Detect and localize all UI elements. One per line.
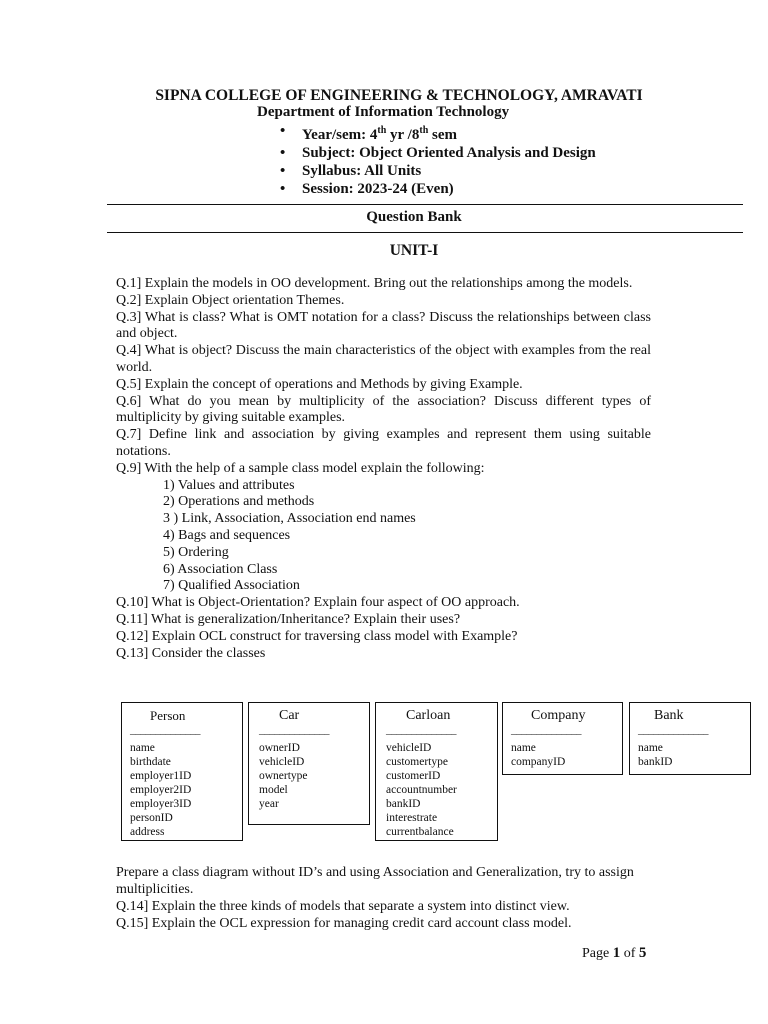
- attribute: birthdate: [130, 756, 171, 768]
- question-4: Q.4] What is object? Discuss the main characteristics of the object with examples from the real world.: [116, 343, 651, 375]
- prepare-instruction: Prepare a class diagram without ID’s and using Association and Generalization, try to assign multiplicities.: [116, 865, 634, 897]
- attribute: bankID: [638, 756, 673, 768]
- question-list: [116, 276, 651, 662]
- attribute: employer3ID: [130, 798, 192, 810]
- attribute: currentbalance: [386, 826, 454, 838]
- attribute: customerID: [386, 770, 441, 782]
- question-3: Q.3] What is class? What is OMT notation for a class? Discuss the relationships between class and object.: [116, 309, 651, 342]
- question-12: Q.12] Explain OCL construct for traversing class model with Example?: [116, 628, 518, 644]
- question-7: Q.7] Define link and association by giving examples and represent them using suitable notations.: [116, 427, 651, 459]
- session: • Session: 2023-24 (Even): [276, 180, 596, 198]
- question-5: Q.5] Explain the concept of operations and Methods by giving Example.: [116, 376, 523, 392]
- attribute-list: [130, 741, 242, 839]
- course-info-list: [276, 122, 596, 198]
- question-15: Q.15] Explain the OCL expression for managing credit card account class model.: [116, 916, 572, 931]
- attribute: accountnumber: [386, 784, 457, 796]
- attribute: companyID: [511, 756, 566, 768]
- attribute: ownerID: [259, 742, 300, 754]
- top-divider: [107, 204, 743, 205]
- page-number: Page 1 of 5: [582, 945, 647, 961]
- attribute: bankID: [386, 798, 421, 810]
- attribute: customertype: [386, 756, 448, 768]
- attribute-list: [386, 741, 497, 839]
- q9-item: 6) Association Class: [163, 561, 278, 577]
- q9-item: 3 ) Link, Association, Association end names: [163, 511, 416, 527]
- attribute: personID: [130, 812, 173, 824]
- document-header: [0, 86, 768, 197]
- attribute-list: [259, 741, 369, 811]
- question-9: Q.9] With the help of a sample class model explain the following:: [116, 460, 485, 476]
- question-14: Q.14] Explain the three kinds of models that separate a system into distinct view.: [116, 899, 570, 914]
- class-name: Carloan: [406, 708, 451, 723]
- question-13: Q.13] Consider the classes: [116, 645, 266, 661]
- q9-item: 4) Bags and sequences: [163, 527, 291, 543]
- q9-item: 1) Values and attributes: [163, 477, 295, 493]
- subject: • Subject: Object Oriented Analysis and Design: [276, 144, 596, 162]
- attribute: employer1ID: [130, 770, 192, 782]
- attribute: employer2ID: [130, 784, 192, 796]
- question-6: Q.6] What do you mean by multiplicity of the association? Discuss different types of multiplicity by giving suitable examples.: [116, 393, 651, 426]
- bottom-divider: [107, 232, 743, 233]
- class-box-bank: [629, 702, 751, 775]
- department-name: Department of Information Technology: [257, 104, 510, 120]
- question-10: Q.10] What is Object-Orientation? Explain four aspect of OO approach.: [116, 595, 520, 611]
- attribute: address: [130, 826, 165, 838]
- syllabus: • Syllabus: All Units: [276, 162, 596, 180]
- class-separator: ______________: [511, 724, 581, 736]
- attribute: vehicleID: [259, 756, 305, 768]
- attribute-list: [511, 741, 622, 769]
- attribute: vehicleID: [386, 742, 432, 754]
- class-separator: ______________: [386, 724, 456, 736]
- year-sem: • Year/sem: 4th yr /8th sem: [276, 122, 596, 144]
- question-2: Q.2] Explain Object orientation Themes.: [116, 292, 345, 308]
- attribute: name: [638, 742, 663, 754]
- attribute: model: [259, 784, 288, 796]
- attribute: name: [130, 742, 155, 754]
- q9-item: 5) Ordering: [163, 544, 229, 560]
- class-box-car: [248, 702, 370, 825]
- class-separator: ______________: [638, 724, 708, 736]
- q9-item: 2) Operations and methods: [163, 494, 315, 510]
- question-list-continued: [116, 864, 656, 932]
- unit-title: UNIT-I: [389, 242, 439, 259]
- attribute: ownertype: [259, 770, 308, 782]
- class-box-person: [121, 702, 243, 841]
- class-name: Car: [279, 708, 300, 723]
- college-name: SIPNA COLLEGE OF ENGINEERING & TECHNOLOGY, AMRAVATI: [155, 87, 643, 104]
- class-separator: ______________: [259, 724, 329, 736]
- attribute-list: [638, 741, 750, 769]
- question-1: Q.1] Explain the models in OO development. Bring out the relationships among the models.: [116, 276, 633, 291]
- class-box-carloan: [375, 702, 498, 841]
- class-name: Person: [150, 708, 186, 723]
- question-bank-title: Question Bank: [366, 209, 462, 225]
- attribute: interestrate: [386, 812, 438, 824]
- q9-item: 7) Qualified Association: [163, 578, 300, 594]
- attribute: year: [259, 798, 279, 810]
- class-box-company: [502, 702, 623, 775]
- class-name: Bank: [654, 708, 684, 723]
- class-name: Company: [531, 708, 586, 723]
- class-separator: ______________: [130, 724, 200, 736]
- question-11: Q.11] What is generalization/Inheritance? Explain their uses?: [116, 611, 461, 627]
- attribute: name: [511, 742, 536, 754]
